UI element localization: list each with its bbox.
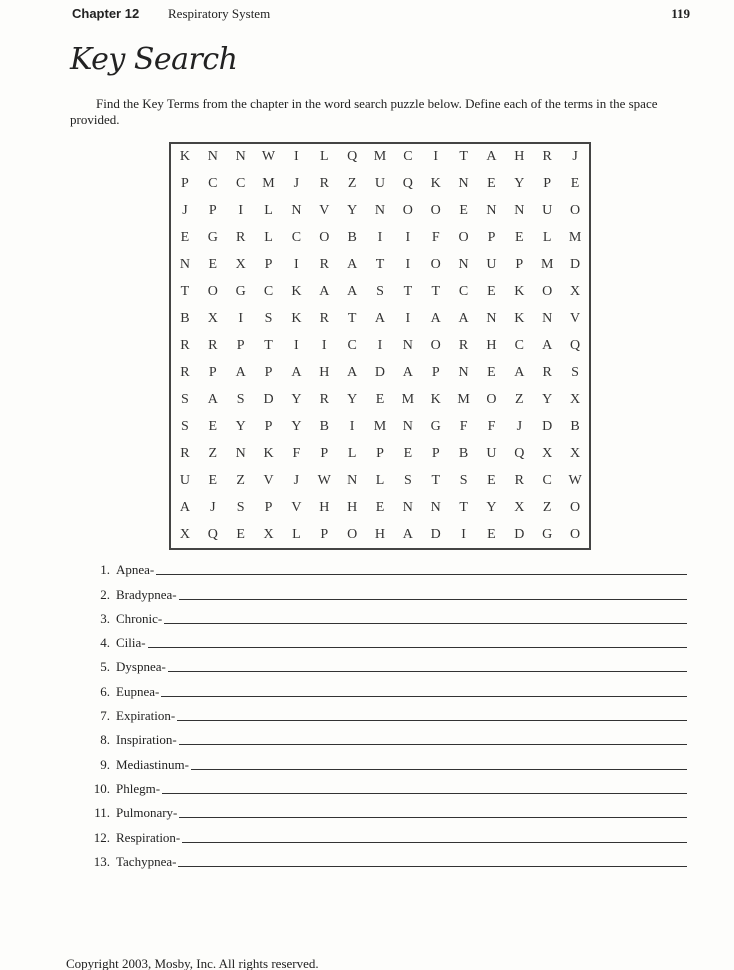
grid-cell: L [375,472,385,488]
grid-cell: R [208,337,218,353]
grid-cell: I [294,257,299,273]
grid-cell: L [319,149,329,165]
grid-cell: X [207,311,218,327]
grid-cell: I [405,257,411,273]
grid-cell: P [320,445,329,461]
grid-cell: H [347,499,358,515]
grid-cell: C [291,230,302,246]
grid-cell: S [181,418,189,434]
grid-cell: K [430,176,441,192]
grid-cell: O [347,526,358,542]
grid-cell: U [179,472,190,488]
grid-cell: J [293,472,300,488]
grid-cell: Y [291,418,302,434]
grid-cell: C [458,284,469,300]
grid-cell: A [542,337,553,353]
grid-cell: A [458,311,469,327]
definition-item [84,651,687,675]
grid-cell: Q [207,526,218,542]
term-label: Eupnea- [116,683,160,699]
grid-cell: S [403,472,412,488]
grid-cell: D [263,391,274,407]
grid-cell: I [405,311,411,327]
grid-cell: F [487,418,496,434]
page-title: Key Search [70,42,238,77]
definition-line[interactable] [162,793,687,794]
grid-cell: B [347,230,357,246]
grid-cell: P [543,176,552,192]
grid-cell: M [457,391,470,407]
grid-cell: A [179,499,190,515]
grid-cell: D [542,418,553,434]
grid-cell: J [572,149,578,165]
definition-item [84,748,687,772]
term-number: 7. [100,708,110,724]
term-number: 6. [100,683,110,699]
term-number: 8. [100,732,110,748]
grid-cell: M [373,418,387,434]
grid-cell: C [542,472,552,488]
grid-cell: L [542,230,552,246]
grid-cell: E [180,230,190,246]
definition-item [84,797,687,821]
grid-cell: A [430,311,441,327]
grid-cell: B [180,311,190,327]
grid-cell: E [515,230,524,246]
grid-cell: I [349,418,355,434]
definition-item [84,675,687,699]
grid-cell: I [433,149,439,165]
grid-cell: E [487,284,496,300]
grid-cell: Y [235,418,246,434]
grid-cell: O [430,203,441,219]
grid-cell: S [264,311,273,327]
grid-cell: W [568,472,582,488]
grid-cell: E [403,445,413,461]
grid-cell: N [486,311,497,327]
grid-cell: M [401,391,415,407]
definition-line[interactable] [164,623,687,624]
grid-cell: X [570,391,581,407]
grid-cell: T [347,311,357,327]
grid-cell: A [347,364,358,380]
grid-cell: E [375,499,385,515]
grid-cell: H [486,337,497,353]
grid-cell: K [430,391,441,407]
grid-cell: J [182,203,188,219]
grid-cell: M [262,176,275,192]
grid-cell: N [235,445,246,461]
grid-cell: N [235,149,246,165]
term-number: 5. [100,659,110,675]
term-number: 12. [93,829,110,845]
grid-cell: Z [347,176,357,192]
grid-cell: I [461,526,466,542]
grid-cell: A [319,284,330,300]
definition-item [84,846,687,870]
grid-cell: Q [347,149,358,165]
grid-cell: X [179,526,190,542]
grid-cell: B [570,418,580,434]
grid-cell: L [292,526,301,542]
grid-cell: B [458,445,469,461]
grid-cell: S [236,499,245,515]
grid-cell: T [459,149,468,165]
grid-cell: M [373,149,387,165]
grid-cell: R [542,364,552,380]
grid-cell: J [516,418,523,434]
grid-cell: D [514,526,525,542]
definition-item [84,821,687,845]
definition-line[interactable] [168,671,687,672]
definition-line[interactable] [191,769,687,770]
chapter-label: Chapter 12 [72,6,140,21]
definition-line[interactable] [178,866,687,867]
grid-cell: A [402,364,413,380]
term-number: 2. [100,586,110,602]
grid-cell: X [570,445,581,461]
page-number: 119 [671,6,690,21]
definition-item [84,724,687,748]
grid-cell: I [321,337,327,353]
grid-cell: X [542,445,553,461]
grid-cell: I [294,337,299,353]
term-label: Dyspnea- [116,659,166,675]
term-number: 9. [100,756,110,772]
grid-cell: M [540,257,554,273]
definition-item [84,554,687,578]
grid-cell: R [542,149,552,165]
term-label: Apnea- [116,562,155,578]
term-label: Chronic- [116,610,163,626]
grid-cell: P [208,364,217,380]
grid-cell: N [402,418,413,434]
grid-cell: N [207,149,218,165]
grid-cell: X [570,284,581,300]
term-number: 3. [100,610,110,626]
grid-cell: H [319,499,330,515]
grid-cell: O [458,230,469,246]
grid-cell: N [374,203,386,219]
grid-cell: X [235,257,246,273]
term-label: Mediastinum- [116,756,189,772]
grid-cell: T [264,337,273,353]
grid-cell: E [208,472,218,488]
grid-cell: E [487,526,496,542]
grid-cell: O [207,284,218,300]
grid-cell: A [235,364,246,380]
grid-cell: N [402,337,413,353]
grid-cell: X [514,499,525,515]
grid-cell: D [430,526,441,542]
grid-cell: U [374,176,386,192]
grid-cell: N [486,203,497,219]
grid-cell: D [570,257,581,273]
grid-cell: P [320,526,329,542]
grid-cell: V [319,203,330,219]
definition-line[interactable] [161,696,687,697]
grid-cell: O [430,337,441,353]
grid-cell: O [570,526,581,542]
grid-cell: Y [486,499,497,515]
grid-cell: R [319,391,329,407]
grid-cell: S [236,391,245,407]
grid-cell: G [207,230,218,246]
term-number: 13. [93,853,110,869]
grid-cell: T [403,284,413,300]
grid-cell: A [347,284,358,300]
grid-cell: R [180,364,190,380]
grid-cell: T [180,284,190,300]
grid-cell: Z [208,445,218,461]
grid-cell: O [570,203,581,219]
definition-line[interactable] [179,817,687,818]
grid-cell: T [431,472,440,488]
grid-cell: N [402,499,413,515]
grid-cell: E [208,418,218,434]
definition-line[interactable] [148,647,687,648]
grid-cell: A [347,257,358,273]
grid-cell: H [319,364,330,380]
grid-cell: N [291,203,302,219]
grid-cell: W [261,149,276,165]
grid-cell: U [486,445,497,461]
grid-cell: I [238,203,243,219]
grid-cell: V [263,472,274,488]
grid-cell: S [459,472,468,488]
grid-cell: U [542,203,553,219]
definition-line[interactable] [182,842,687,843]
definition-item [84,773,687,797]
grid-cell: O [486,391,497,407]
grid-cell: C [208,176,218,192]
grid-cell: P [487,230,496,246]
grid-cell: F [292,445,301,461]
grid-cell: X [263,526,274,542]
definition-item [84,578,687,602]
grid-cell: K [514,284,525,300]
grid-cell: R [319,176,329,192]
grid-cell: P [264,418,273,434]
grid-cell: C [347,337,357,353]
grid-cell: O [319,230,330,246]
term-number: 1. [100,562,110,578]
grid-cell: V [291,499,302,515]
term-number: 4. [100,635,110,651]
grid-cell: Y [291,391,302,407]
definition-line[interactable] [156,574,687,575]
grid-cell: S [376,284,384,300]
grid-cell: T [375,257,385,273]
word-search-grid [169,142,591,550]
grid-cell: C [403,149,413,165]
definition-line[interactable] [179,599,687,600]
copyright: Copyright 2003, Mosby, Inc. All rights reserved. [66,956,319,970]
grid-cell: O [542,284,553,300]
grid-cell: I [238,311,243,327]
grid-cell: P [376,445,384,461]
grid-cell: R [180,337,190,353]
grid-cell: B [319,418,329,434]
instructions: Find the Key Terms from the chapter in the word search puzzle below. Define each of the terms in the space provided. [70,96,658,127]
grid-cell: N [458,257,469,273]
grid-cell: G [542,526,553,542]
term-label: Pulmonary- [116,805,178,821]
grid-cell: O [430,257,441,273]
grid-cell: O [570,499,581,515]
grid-cell: R [514,472,524,488]
grid-cell: V [570,311,581,327]
grid-cell: U [486,257,497,273]
grid-cell: M [568,230,582,246]
grid-cell: E [459,203,468,219]
grid-cell: P [181,176,189,192]
grid-cell: A [207,391,218,407]
grid-cell: E [570,176,580,192]
grid-cell: I [294,149,299,165]
grid-cell: N [430,499,441,515]
grid-cell: H [374,526,386,542]
grid-cell: A [402,526,413,542]
grid-cell: R [319,257,329,273]
grid-cell: N [458,364,469,380]
grid-cell: A [514,364,525,380]
grid-cell: E [487,364,496,380]
grid-cell: Y [347,203,358,219]
grid-cell: N [347,472,358,488]
term-label: Respiration- [116,829,181,845]
grid-cell: F [459,418,468,434]
grid-cell: R [319,311,329,327]
grid-cell: G [235,284,246,300]
term-label: Expiration- [116,708,176,724]
grid-cell: A [291,364,302,380]
grid-cell: N [514,203,525,219]
grid-cell: D [374,364,386,380]
term-label: Tachypnea- [116,853,177,869]
grid-cell: G [430,418,441,434]
grid-cell: A [486,149,497,165]
grid-cell: P [264,364,273,380]
grid-cell: P [264,257,273,273]
section-label: Respiratory System [168,6,271,21]
definition-line[interactable] [177,720,687,721]
grid-cell: I [377,337,383,353]
grid-cell: Y [514,176,525,192]
grid-cell: I [405,230,411,246]
grid-cell: C [235,176,246,192]
grid-cell: A [374,311,386,327]
grid-cell: W [317,472,331,488]
grid-cell: K [291,284,302,300]
grid-cell: J [293,176,300,192]
term-label: Phlegm- [116,780,161,796]
term-label: Bradypnea- [116,586,177,602]
grid-cell: Q [570,337,581,353]
grid-cell: Z [236,472,245,488]
grid-cell: P [264,499,273,515]
grid-cell: R [458,337,469,353]
grid-cell: E [208,257,218,273]
grid-cell: R [180,445,190,461]
grid-cell: Z [542,499,552,515]
grid-cell: K [291,311,302,327]
grid-cell: R [235,230,246,246]
grid-cell: Y [542,391,553,407]
term-label: Inspiration- [116,732,177,748]
grid-cell: K [514,311,525,327]
grid-cell: E [487,176,496,192]
grid-cell: K [263,445,274,461]
grid-cell: L [347,445,357,461]
grid-cell: E [487,472,496,488]
grid-cell: T [431,284,440,300]
definition-item [84,700,687,724]
grid-cell: E [236,526,245,542]
grid-cell: Q [514,445,525,461]
grid-cell: P [431,445,440,461]
grid-cell: Q [402,176,413,192]
grid-cell: P [208,203,217,219]
grid-cell: F [431,230,440,246]
grid-cell: E [375,391,385,407]
grid-cell: L [264,203,273,219]
grid-cell: O [402,203,413,219]
grid-cell: S [181,391,189,407]
definition-line[interactable] [179,744,687,745]
grid-cell: C [263,284,274,300]
grid-cell: J [210,499,216,515]
term-number: 10. [93,780,110,796]
grid-cell: N [458,176,469,192]
grid-cell: Y [347,391,358,407]
grid-cell: T [459,499,468,515]
grid-cell: K [179,149,190,165]
grid-cell: P [431,364,440,380]
grid-cell: P [515,257,524,273]
grid-cell: N [179,257,190,273]
grid-cell: C [514,337,524,353]
grid-cell: H [514,149,525,165]
grid-cell: P [236,337,245,353]
grid-cell: Z [515,391,524,407]
definitions-list [84,554,687,870]
grid-cell: I [377,230,383,246]
grid-cell: S [571,364,579,380]
term-number: 11. [94,805,110,821]
definition-item [84,603,687,627]
definition-item [84,627,687,651]
grid-cell: L [264,230,273,246]
grid-cell: N [542,311,553,327]
term-label: Cilia- [116,635,146,651]
